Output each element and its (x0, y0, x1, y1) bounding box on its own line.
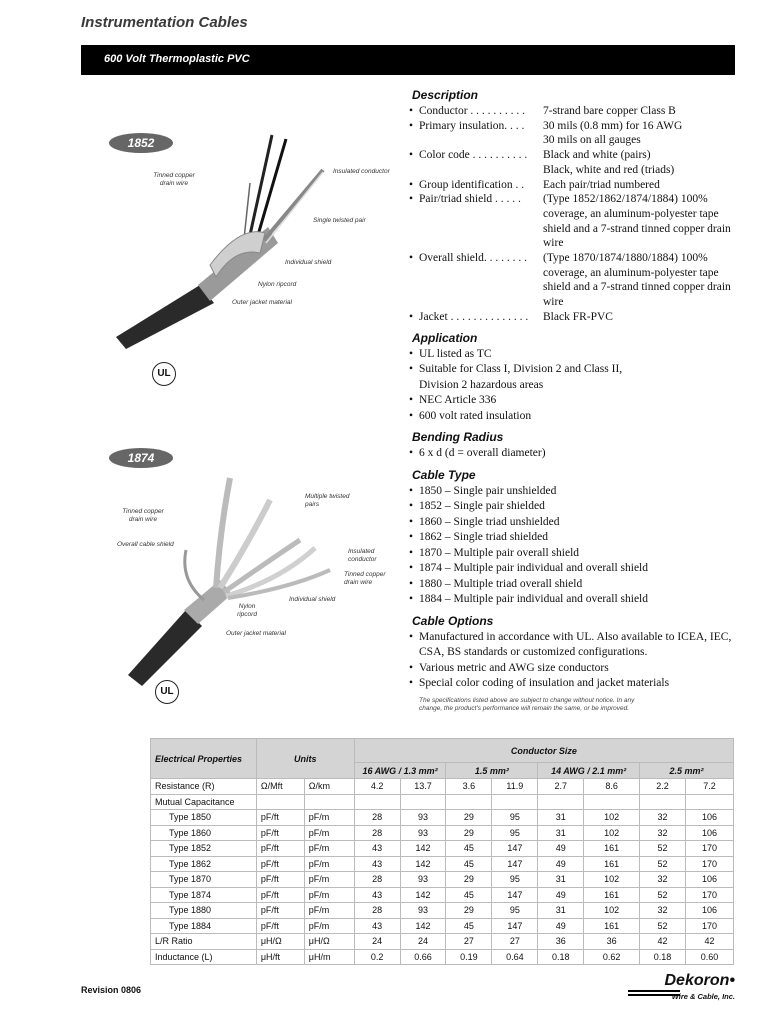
table-cell: 42 (685, 934, 733, 950)
table-cell (304, 794, 354, 810)
callout-insulated-conductor: Insulated conductor (333, 168, 390, 175)
table-cell: 27 (446, 934, 492, 950)
table-cell: 0.66 (400, 949, 446, 965)
table-cell: 29 (446, 810, 492, 826)
table-row (151, 779, 734, 795)
table-cell: 161 (584, 841, 640, 857)
table-cell: 52 (640, 841, 686, 857)
table-cell: 36 (538, 934, 584, 950)
table-cell: Type 1884 (151, 918, 257, 934)
table-cell: L/R Ratio (151, 934, 257, 950)
table-row (151, 918, 734, 934)
application-heading: Application (412, 330, 478, 345)
table-cell (538, 794, 584, 810)
table-cell: pF/ft (256, 918, 304, 934)
table-cell: 13.7 (400, 779, 446, 795)
list-item: • 6 x d (d = overall diameter) (409, 447, 546, 460)
table-row (151, 794, 734, 810)
page-title: Instrumentation Cables (81, 14, 248, 31)
callout-single-twisted-pair: Single twisted pair (313, 217, 366, 224)
callout-insulated-conductor-2: Insulated conductor (348, 548, 377, 563)
callout-multiple-twisted-pairs: Multiple twisted pairs (305, 493, 350, 508)
cable-type-heading: Cable Type (412, 467, 476, 482)
table-cell: 93 (400, 810, 446, 826)
table-cell (446, 794, 492, 810)
table-cell: pF/m (304, 872, 354, 888)
table-cell: 32 (640, 903, 686, 919)
description-specs (405, 104, 745, 325)
table-row (151, 841, 734, 857)
list-item: • Suitable for Class I, Division 2 and Class II, Division 2 hazardous areas (409, 363, 623, 391)
callout-individual-shield-2: Individual shield (289, 596, 336, 603)
table-cell: pF/ft (256, 841, 304, 857)
table-cell: 31 (538, 825, 584, 841)
list-item: • NEC Article 336 (409, 394, 497, 407)
list-item: • Various metric and AWG size conductors (409, 661, 609, 674)
table-cell (685, 794, 733, 810)
table-cell: 49 (538, 918, 584, 934)
spec-primary-insulation: • Primary insulation. . . . 30 mils (0.8 mm) for 16 AWG 30 mils on all gauges (409, 119, 683, 147)
spec-overall-shield: • Overall shield. . . . . . . . (Type 1870/1874/1880/1884) 100% coverage, an aluminum-polyester tape shield and a 7-strand tinned copper drain wire (409, 252, 731, 309)
table-cell: 4.2 (354, 779, 400, 795)
table-cell: Inductance (L) (151, 949, 257, 965)
table-cell: Type 1860 (151, 825, 257, 841)
brand-name: Dekoron• (664, 972, 735, 989)
table-cell: 93 (400, 825, 446, 841)
table-row (151, 810, 734, 826)
table-cell: 49 (538, 841, 584, 857)
table-cell: 32 (640, 872, 686, 888)
table-cell: μH/Ω (304, 934, 354, 950)
table-cell: 0.19 (446, 949, 492, 965)
table-cell: 161 (584, 856, 640, 872)
table-cell: 93 (400, 903, 446, 919)
table-cell: μH/Ω (256, 934, 304, 950)
table-cell: 106 (685, 903, 733, 919)
table-cell: Type 1870 (151, 872, 257, 888)
table-cell: 45 (446, 918, 492, 934)
callout-drain-wire-top: Tinned copper drain wire (122, 508, 164, 523)
cable-options-heading: Cable Options (412, 613, 494, 628)
table-cell: 147 (492, 887, 538, 903)
table-cell: 161 (584, 887, 640, 903)
table-cell: 170 (685, 918, 733, 934)
callout-outer-jacket: Outer jacket material (232, 299, 292, 306)
spec-group-identification: • Group identification . . Each pair/triad numbered (409, 178, 660, 191)
table-cell: 161 (584, 918, 640, 934)
table-cell: 142 (400, 856, 446, 872)
cable-1852-label: 1852 (127, 136, 155, 150)
table-cell: 102 (584, 872, 640, 888)
table-cell: 49 (538, 887, 584, 903)
table-cell: 24 (354, 934, 400, 950)
header-size-1-5mm: 1.5 mm² (446, 763, 538, 779)
table-cell: 27 (492, 934, 538, 950)
list-item: • 1880 – Multiple triad overall shield (409, 577, 583, 590)
table-cell: 31 (538, 872, 584, 888)
header-electrical-properties: Electrical Properties (151, 739, 257, 779)
header-size-14awg: 14 AWG / 2.1 mm² (538, 763, 640, 779)
table-row (151, 825, 734, 841)
table-row (151, 856, 734, 872)
table-cell: 102 (584, 810, 640, 826)
table-cell: pF/m (304, 841, 354, 857)
table-cell: 142 (400, 918, 446, 934)
table-cell: pF/m (304, 918, 354, 934)
cable-1874-label: 1874 (127, 451, 155, 465)
table-cell: 95 (492, 872, 538, 888)
table-cell: pF/ft (256, 903, 304, 919)
table-cell: pF/ft (256, 825, 304, 841)
list-item: • 1870 – Multiple pair overall shield (409, 546, 580, 559)
table-cell: Resistance (R) (151, 779, 257, 795)
table-cell: μH/m (304, 949, 354, 965)
header-size-16awg: 16 AWG / 1.3 mm² (354, 763, 446, 779)
table-cell: 0.64 (492, 949, 538, 965)
table-row (151, 903, 734, 919)
table-cell: 170 (685, 841, 733, 857)
list-item: • Manufactured in accordance with UL. Also available to ICEA, IEC, CSA, BS standards or customized configurations. (409, 630, 732, 659)
table-cell: 95 (492, 903, 538, 919)
table-cell: 106 (685, 810, 733, 826)
table-cell: μH/ft (256, 949, 304, 965)
header-units: Units (256, 739, 354, 779)
table-cell: 0.18 (640, 949, 686, 965)
table-cell: pF/m (304, 825, 354, 841)
table-cell: pF/ft (256, 872, 304, 888)
callout-nylon-ripcord: Nylon ripcord (258, 281, 297, 288)
list-item: • 1884 – Multiple pair individual and overall shield (409, 593, 649, 606)
table-cell: 3.6 (446, 779, 492, 795)
table-cell: 170 (685, 887, 733, 903)
table-cell: 93 (400, 872, 446, 888)
table-cell: Mutual Capacitance (151, 794, 257, 810)
table-cell: pF/m (304, 810, 354, 826)
table-cell: 8.6 (584, 779, 640, 795)
table-cell (354, 794, 400, 810)
table-cell: pF/ft (256, 856, 304, 872)
table-cell: 142 (400, 887, 446, 903)
table-cell: pF/m (304, 856, 354, 872)
revision-label: Revision 0806 (81, 985, 142, 995)
ul-listed-logo-2: UL (155, 680, 179, 704)
table-cell: pF/ft (256, 887, 304, 903)
spec-conductor: • Conductor . . . . . . . . . . 7-strand bare copper Class B (409, 105, 676, 117)
table-cell: 52 (640, 887, 686, 903)
ul-listed-logo: UL (152, 362, 176, 386)
table-cell: 102 (584, 825, 640, 841)
table-cell: 2.2 (640, 779, 686, 795)
specification-text (405, 88, 745, 714)
callout-drain-wire: Tinned copper drain wire (153, 172, 195, 187)
table-cell (492, 794, 538, 810)
table-cell: 106 (685, 872, 733, 888)
table-cell: pF/ft (256, 810, 304, 826)
spec-pair-triad-shield: • Pair/triad shield . . . . . (Type 1852/1862/1874/1884) 100% coverage, an aluminum-polyester tape shield and a 7-strand tinned copper drain wire (409, 193, 731, 250)
table-cell: 0.18 (538, 949, 584, 965)
list-item: • 1860 – Single triad unshielded (409, 515, 560, 528)
table-cell: 147 (492, 841, 538, 857)
table-cell: 45 (446, 841, 492, 857)
table-cell: 0.62 (584, 949, 640, 965)
table-cell: 147 (492, 918, 538, 934)
table-cell: 31 (538, 810, 584, 826)
table-cell: 45 (446, 887, 492, 903)
table-cell: 32 (640, 825, 686, 841)
table-cell: 43 (354, 887, 400, 903)
callout-drain-wire-bottom: Tinned copper drain wire (344, 571, 386, 586)
table-cell: 36 (584, 934, 640, 950)
table-cell: 102 (584, 903, 640, 919)
bending-radius-heading: Bending Radius (412, 430, 504, 445)
table-cell: 95 (492, 825, 538, 841)
table-cell: pF/m (304, 903, 354, 919)
table-cell: Ω/Mft (256, 779, 304, 795)
table-cell: 11.9 (492, 779, 538, 795)
table-cell: 29 (446, 825, 492, 841)
list-item: • 1852 – Single pair shielded (409, 500, 545, 513)
disclaimer-note: The specifications listed above are subject to change without notice. In any change, the product's performance will remain the same, or be improved. (419, 696, 635, 713)
table-cell: 170 (685, 856, 733, 872)
list-item: • Special color coding of insulation and jacket materials (409, 677, 670, 690)
callout-individual-shield: Individual shield (285, 259, 332, 266)
table-cell: 49 (538, 856, 584, 872)
table-cell: 31 (538, 903, 584, 919)
table-row (151, 872, 734, 888)
cable-1852-illustration (110, 125, 400, 350)
table-row (151, 934, 734, 950)
table-cell: 147 (492, 856, 538, 872)
table-cell: 28 (354, 872, 400, 888)
table-cell: Type 1880 (151, 903, 257, 919)
table-cell: 95 (492, 810, 538, 826)
table-cell: 43 (354, 918, 400, 934)
list-item: • 1862 – Single triad shielded (409, 531, 549, 544)
list-item: • 1874 – Multiple pair individual and overall shield (409, 562, 649, 575)
table-cell: Type 1850 (151, 810, 257, 826)
table-cell: 32 (640, 810, 686, 826)
table-cell: 28 (354, 903, 400, 919)
table-cell: 29 (446, 903, 492, 919)
spec-jacket: • Jacket . . . . . . . . . . . . . . Black FR-PVC (409, 310, 613, 323)
callout-outer-jacket-2: Outer jacket material (226, 630, 286, 637)
table-cell: Type 1862 (151, 856, 257, 872)
dekoron-logo (620, 972, 735, 1004)
table-cell: 2.7 (538, 779, 584, 795)
table-cell: 42 (640, 934, 686, 950)
table-cell: 7.2 (685, 779, 733, 795)
description-heading: Description (412, 88, 479, 102)
table-cell: pF/m (304, 887, 354, 903)
table-cell: 106 (685, 825, 733, 841)
table-cell: 28 (354, 810, 400, 826)
callout-nylon-ripcord-2: Nylon ripcord (237, 603, 257, 618)
brand-subtitle: Wire & Cable, Inc. (671, 992, 735, 1001)
electrical-properties-table (150, 738, 734, 965)
list-item: • UL listed as TC (409, 347, 492, 360)
section-banner: 600 Volt Thermoplastic PVC (81, 45, 735, 75)
table-cell: 0.2 (354, 949, 400, 965)
header-conductor-size: Conductor Size (354, 739, 733, 763)
list-item: • 600 volt rated insulation (409, 409, 532, 422)
table-cell: Type 1852 (151, 841, 257, 857)
table-cell (640, 794, 686, 810)
header-size-2-5mm: 2.5 mm² (640, 763, 734, 779)
table-cell: 29 (446, 872, 492, 888)
table-cell (400, 794, 446, 810)
table-cell (256, 794, 304, 810)
callout-overall-cable-shield: Overall cable shield (117, 541, 174, 548)
table-cell: 52 (640, 856, 686, 872)
table-cell: 45 (446, 856, 492, 872)
table-cell: Type 1874 (151, 887, 257, 903)
table-cell: 24 (400, 934, 446, 950)
table-cell: 43 (354, 841, 400, 857)
spec-color-code: • Color code . . . . . . . . . . Black and white (pairs) Black, white and red (triads) (409, 149, 675, 176)
table-cell: 43 (354, 856, 400, 872)
table-row (151, 887, 734, 903)
table-cell: Ω/km (304, 779, 354, 795)
list-item: • 1850 – Single pair unshielded (409, 484, 557, 497)
table-body (151, 779, 734, 965)
table-row (151, 949, 734, 965)
table-cell: 52 (640, 918, 686, 934)
table-cell: 28 (354, 825, 400, 841)
table-cell: 0.60 (685, 949, 733, 965)
table-cell: 142 (400, 841, 446, 857)
table-cell (584, 794, 640, 810)
